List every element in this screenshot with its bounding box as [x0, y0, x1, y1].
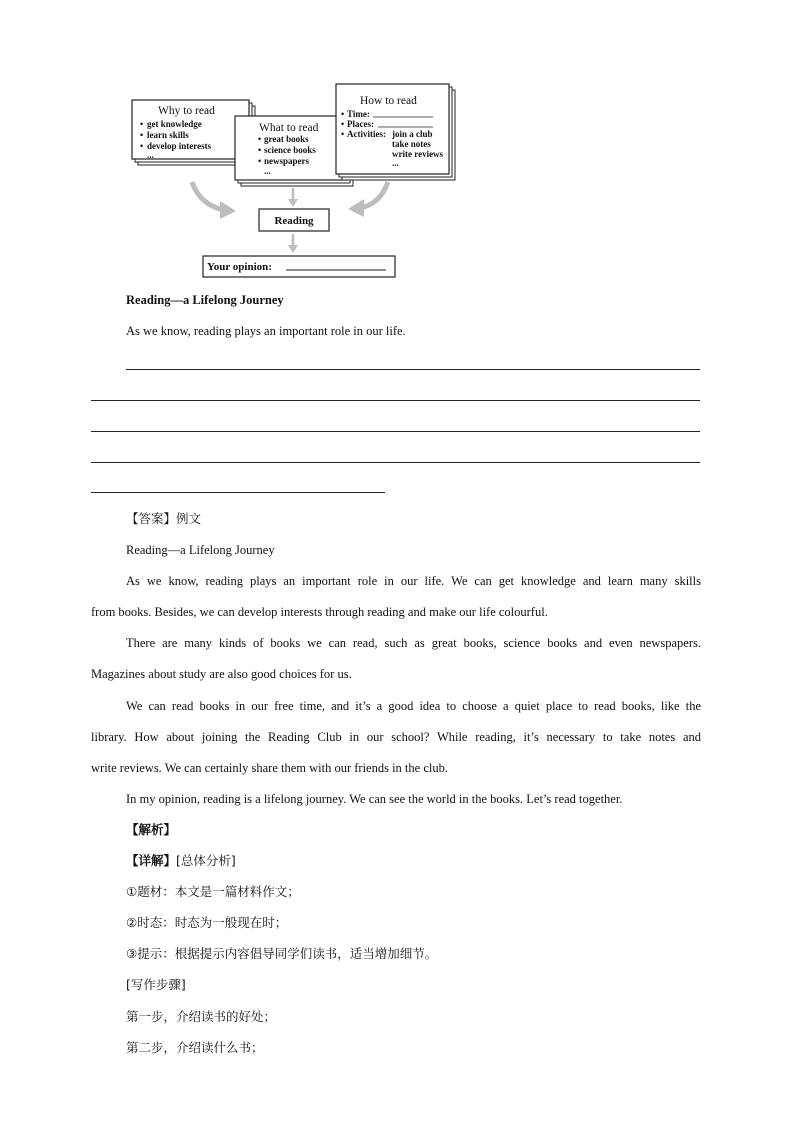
analysis-item: ①题材：本文是一篇材料作文； [126, 884, 300, 899]
answer-paragraph-line: write reviews. We can certainly share them with our friends in the club. [91, 761, 448, 775]
writing-line [91, 400, 700, 401]
reading-diagram [120, 80, 470, 280]
what-item: newspapers [264, 156, 310, 166]
answer-paragraph-line: As we know, reading plays an important role in our life. We can get knowledge and learn many skills [126, 574, 701, 588]
how-title: How to read [360, 95, 417, 107]
writing-line [91, 431, 700, 432]
why-item: develop interests [147, 141, 212, 151]
right-curved-arrow [360, 182, 388, 208]
svg-text:•: • [140, 141, 144, 151]
how-to-read-box [336, 84, 455, 180]
left-arrow-head [220, 201, 236, 219]
svg-text:•: • [341, 129, 345, 139]
answer-paragraph-line: There are many kinds of books we can read, such as great books, science books and even newspapers. [126, 636, 701, 650]
writing-line [126, 369, 700, 370]
detail-label: 【详解】 [126, 853, 177, 868]
down-arrow-icon [288, 245, 298, 253]
why-title: Why to read [158, 105, 215, 117]
right-arrow-head [348, 199, 364, 217]
why-item: ... [147, 150, 154, 160]
how-time: Time: [347, 109, 370, 119]
how-activity: ... [392, 158, 399, 168]
left-curved-arrow [192, 182, 224, 210]
analysis-label: 【解析】 [126, 822, 177, 837]
essay-title: Reading—a Lifelong Journey [126, 293, 284, 307]
svg-text:•: • [258, 134, 262, 144]
why-item: learn skills [147, 130, 189, 140]
what-item: ... [264, 166, 271, 176]
steps-label: [写作步骤] [126, 977, 186, 992]
what-item: science books [264, 145, 316, 155]
step-item: 第二步，介绍读什么书； [126, 1040, 264, 1055]
answer-paragraph-line: from books. Besides, we can develop interests through reading and make our life colourful. [91, 605, 548, 619]
what-to-read-box [235, 116, 353, 186]
answer-paragraph-line: In my opinion, reading is a lifelong journey. We can see the world in the books. Let’s read together. [126, 792, 623, 806]
svg-text:•: • [258, 156, 262, 166]
svg-text:•: • [341, 109, 345, 119]
writing-line [91, 492, 385, 493]
answer-paragraph-line: library. How about joining the Reading Club in our school? While reading, it’s necessary to take notes and [91, 730, 701, 744]
essay-opening: As we know, reading plays an important role in our life. [126, 324, 406, 338]
how-places: Places: [347, 119, 374, 129]
what-item: great books [264, 134, 309, 144]
how-activity: join a club [392, 129, 433, 139]
analysis-item: ③提示：根据提示内容倡导同学们读书，适当增加细节。 [126, 946, 438, 961]
svg-text:•: • [140, 119, 144, 129]
analysis-item: ②时态：时态为一般现在时； [126, 915, 288, 930]
opinion-label: Your opinion: [207, 261, 272, 273]
how-activities: Activities: [347, 129, 386, 139]
answer-title: Reading—a Lifelong Journey [126, 543, 275, 557]
detail-text: [总体分析] [176, 853, 236, 868]
detail-line [126, 853, 236, 869]
writing-line [91, 462, 700, 463]
svg-text:•: • [258, 145, 262, 155]
svg-text:•: • [140, 130, 144, 140]
svg-text:•: • [341, 119, 345, 129]
reading-label: Reading [274, 215, 314, 227]
why-item: get knowledge [147, 119, 202, 129]
answer-paragraph-line: We can read books in our free time, and it’s a good idea to choose a quiet place to read books, like the [126, 699, 701, 713]
what-title: What to read [259, 122, 319, 134]
how-activity: take notes [392, 139, 431, 149]
answer-label: 【答案】例文 [126, 511, 202, 526]
answer-paragraph-line: Magazines about study are also good choices for us. [91, 667, 352, 681]
down-arrow-icon [288, 199, 298, 207]
step-item: 第一步，介绍读书的好处； [126, 1009, 277, 1024]
how-activity: write reviews [392, 149, 444, 159]
